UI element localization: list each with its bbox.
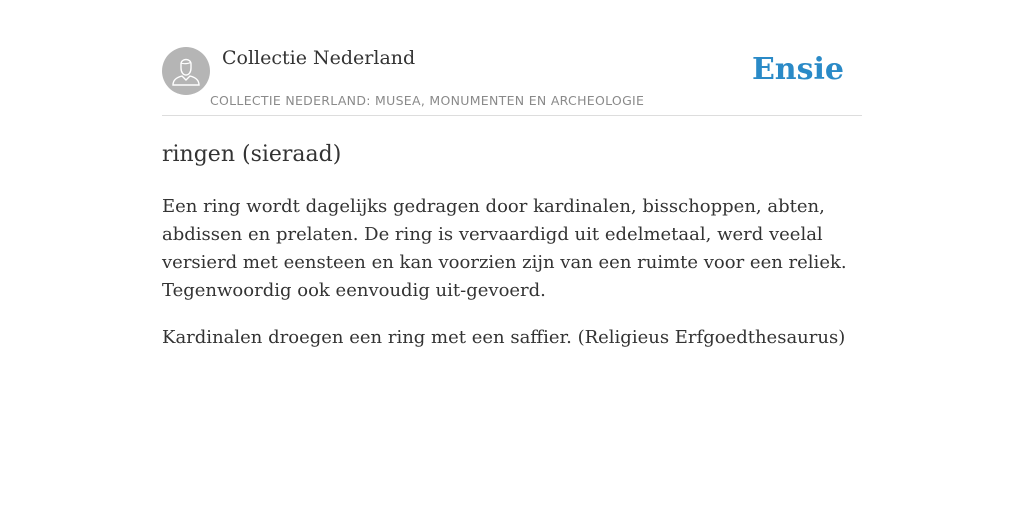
author-name[interactable]: Collectie Nederland bbox=[222, 47, 416, 69]
definition-paragraph: Kardinalen droegen een ring met een saffier. (Religieus Erfgoedthesaurus) bbox=[162, 327, 846, 348]
source-label[interactable]: COLLECTIE NEDERLAND: MUSEA, MONUMENTEN EN ARCHEOLOGIE bbox=[210, 93, 645, 108]
avatar[interactable] bbox=[162, 47, 210, 95]
definition-card bbox=[162, 46, 862, 352]
page-title: ringen (sieraad) bbox=[162, 142, 342, 167]
definition-paragraph: Een ring wordt dagelijks gedragen door kardinalen, bisschoppen, abten, abdissen en prelaten. De ring is vervaardigd uit edelmetaal, werd veelal versierd met eensteen en kan voorzien zijn van een ruimte voor een reliek. Tegenwoordig ook eenvoudig uit-gevoerd. bbox=[162, 196, 847, 301]
user-icon bbox=[162, 47, 210, 95]
card-header bbox=[162, 46, 862, 116]
brand-logo[interactable]: Ensie bbox=[751, 52, 844, 87]
